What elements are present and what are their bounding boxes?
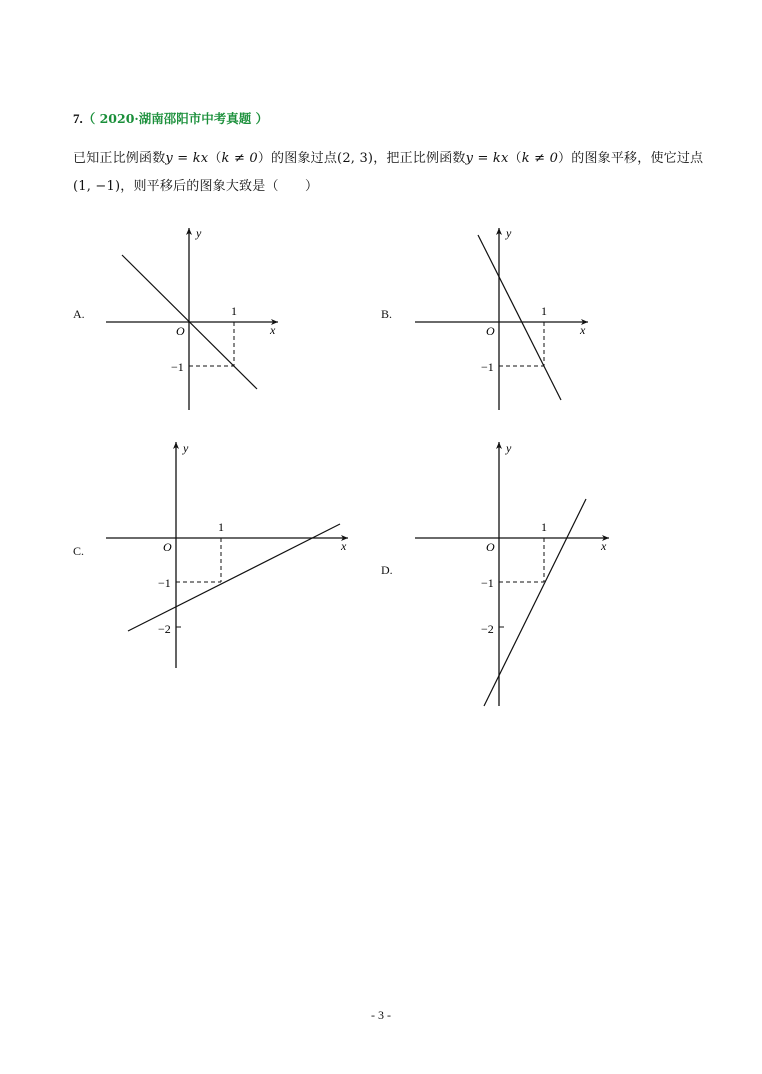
tick-y-neg2: −2 (481, 622, 494, 636)
y-axis-label: y (506, 441, 512, 455)
tick-x-1: 1 (218, 520, 224, 534)
formula-y-kx: y = kx (165, 151, 209, 166)
text-segment: （ (508, 151, 522, 166)
y-axis-label: y (183, 441, 189, 455)
origin-label: O (176, 324, 185, 338)
x-axis-label: x (341, 539, 347, 553)
text-segment: ，则平移后的图象大致是（ ） (120, 179, 319, 194)
origin-label: O (163, 540, 172, 554)
question-number: 7. (73, 111, 83, 126)
tick-y-neg1: −1 (481, 576, 494, 590)
x-axis-label: x (270, 323, 276, 337)
page-number: - 3 - (371, 1008, 391, 1022)
x-axis-label: x (601, 539, 607, 553)
origin-label: O (486, 540, 495, 554)
option-d-label[interactable]: D. (381, 563, 393, 577)
graph-c[interactable] (106, 441, 348, 668)
formula-y-kx: y = kx (465, 151, 509, 166)
tick-x-1: 1 (231, 304, 237, 318)
tick-y-neg1: −1 (481, 360, 494, 374)
tick-y-neg2: −2 (158, 622, 171, 636)
origin-label: O (486, 324, 495, 338)
point-1-neg1: (1, −1) (73, 179, 121, 194)
graph-d[interactable] (415, 441, 609, 706)
text-segment: 已知正比例函数 (73, 151, 166, 166)
question-source: （ 2020·湖南邵阳市中考真题 ） (82, 111, 269, 126)
x-axis-label: x (580, 323, 586, 337)
condition-k: k ≠ 0 (221, 151, 258, 166)
tick-x-1: 1 (541, 304, 547, 318)
tick-y-neg1: −1 (171, 360, 184, 374)
text-segment: （ (208, 151, 222, 166)
text-segment: ）的图象平移，使它过点 (558, 151, 704, 166)
condition-k: k ≠ 0 (521, 151, 559, 166)
text-segment: ）的图象过点 (257, 151, 338, 166)
tick-x-1: 1 (541, 520, 547, 534)
text-segment: ，把正比例函数 (373, 151, 466, 166)
graph-b[interactable] (415, 226, 588, 410)
y-axis-label: y (506, 226, 512, 240)
option-a-label[interactable]: A. (73, 307, 85, 321)
point-2-3: (2, 3) (337, 151, 374, 166)
graph-a[interactable] (106, 226, 278, 410)
option-b-label[interactable]: B. (381, 307, 393, 321)
option-c-label[interactable]: C. (73, 544, 85, 558)
graph-line (478, 235, 561, 400)
y-axis-label: y (196, 226, 202, 240)
tick-y-neg1: −1 (158, 576, 171, 590)
